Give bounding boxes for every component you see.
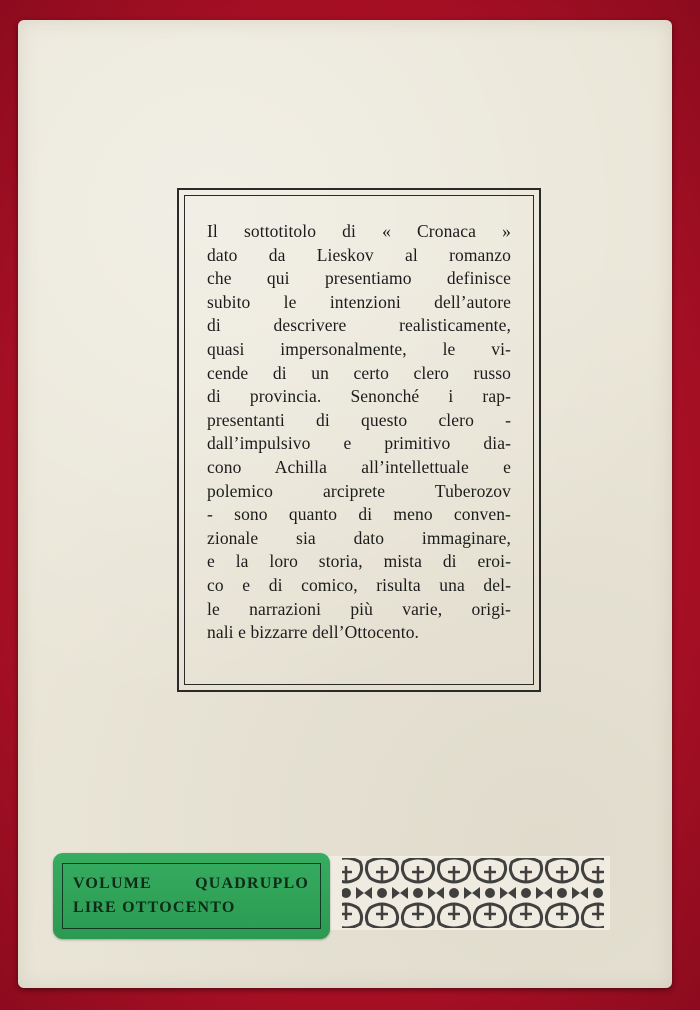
blurb-line: cende di un certo clero russo xyxy=(207,362,511,383)
blurb-text xyxy=(207,220,511,645)
ornament-pattern-icon xyxy=(328,856,610,930)
blurb-frame-inner-rule xyxy=(184,195,534,685)
blurb-line: nali e bizzarre dell’Ottocento. xyxy=(207,622,420,643)
blurb-line: quasi impersonalmente, le vi- xyxy=(207,338,511,359)
blurb-line: presentanti di questo clero - xyxy=(207,409,511,430)
blurb-line: dall’impulsivo e primitivo dia- xyxy=(207,433,511,454)
price-sticker-frame xyxy=(62,863,321,929)
blurb-line: dato da Lieskov al romanzo xyxy=(207,244,511,265)
blurb-frame xyxy=(177,188,541,692)
book-back-cover xyxy=(18,20,672,988)
sticker-volume-label: VOLUME QUADRUPLO xyxy=(73,875,309,892)
blurb-line: di provincia. Senonché i rap- xyxy=(207,386,511,407)
blurb-line: zionale sia dato immaginare, xyxy=(207,527,511,548)
decorative-ornament-band xyxy=(328,856,610,930)
price-sticker xyxy=(53,853,330,939)
blurb-line: le narrazioni più varie, origi- xyxy=(207,598,511,619)
blurb-line: Il sottotitolo di « Cronaca » xyxy=(207,221,511,241)
blurb-line: polemico arciprete Tuberozov xyxy=(207,480,511,501)
blurb-line: cono Achilla all’intellettuale e xyxy=(207,456,511,477)
blurb-line: subito le intenzioni dell’autore xyxy=(207,291,511,312)
blurb-line: e la loro storia, mista di eroi- xyxy=(207,551,511,572)
sticker-price-label: LIRE OTTOCENTO xyxy=(73,899,236,916)
blurb-line: di descrivere realisticamente, xyxy=(207,315,511,336)
blurb-line: - sono quanto di meno conven- xyxy=(207,504,511,525)
blurb-line: co e di comico, risulta una del- xyxy=(207,574,511,595)
blurb-line: che qui presentiamo definisce xyxy=(207,268,511,289)
